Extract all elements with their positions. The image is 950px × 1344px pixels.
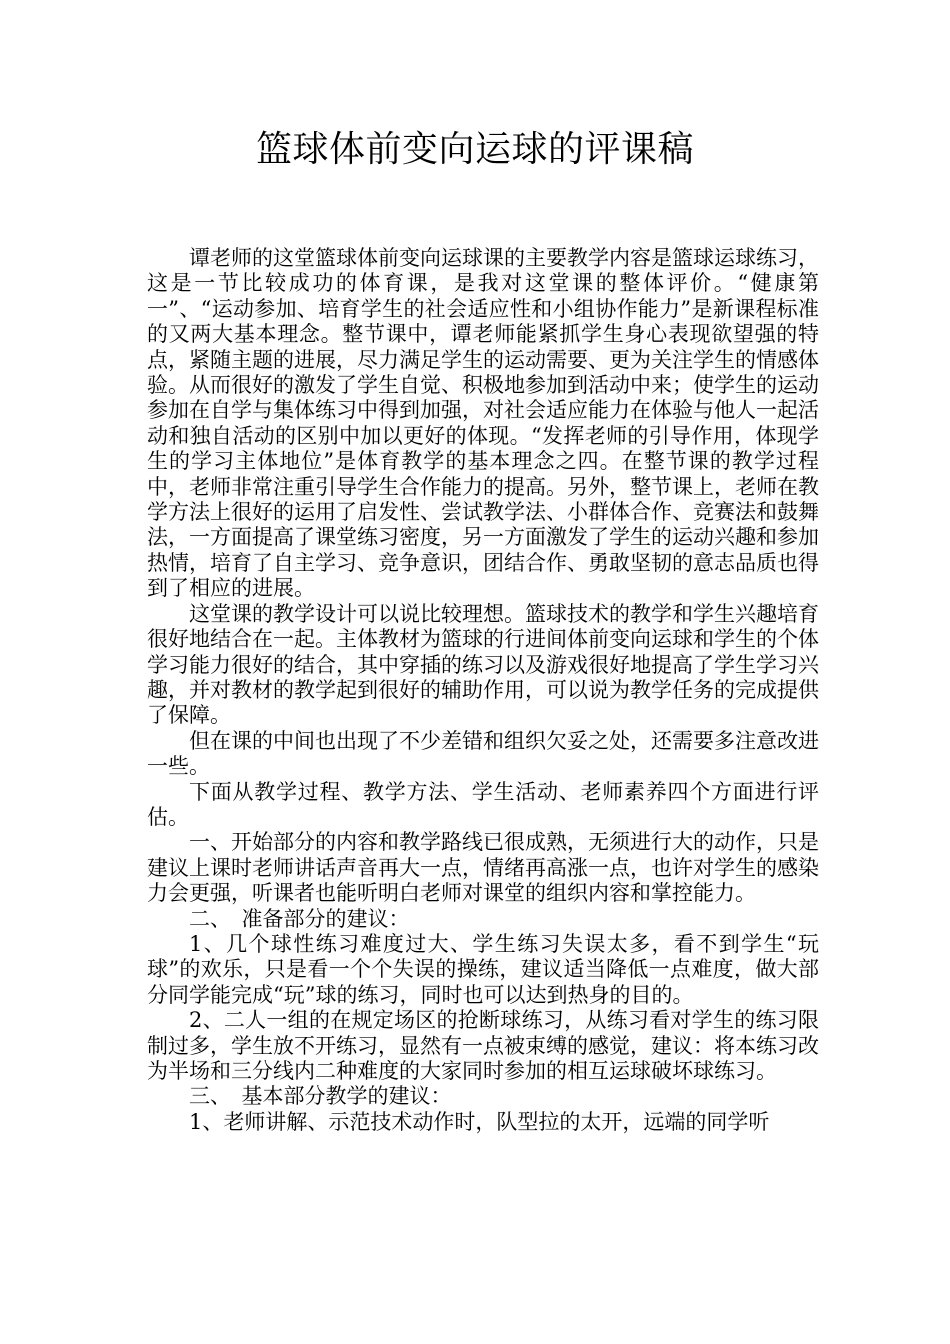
paragraph-evaluation-aspects: 下面从教学过程、教学方法、学生活动、老师素养四个方面进行评估。 bbox=[147, 779, 819, 829]
document-title: 篮球体前变向运球的评课稿 bbox=[255, 129, 694, 170]
paragraph-section-two-item-1: 1、几个球性练习难度过大、学生练习失误太多，看不到学生“玩球”的欢乐，只是看一个个失误的操练，建议适当降低一点难度，做大部分同学能完成“玩”球的练习，同时也可以达到热身的目的。 bbox=[147, 931, 819, 1007]
paragraph-design: 这堂课的教学设计可以说比较理想。篮球技术的教学和学生兴趣培育很好地结合在一起。主体教材为篮球的行进间体前变向运球和学生的个体学习能力很好的结合，其中穿插的练习以及游戏很好地提高了学生学习兴趣，并对教材的教学起到很好的辅助作用，可以说为教学任务的完成提供了保障。 bbox=[147, 601, 819, 728]
paragraph-shortcomings: 但在课的中间也出现了不少差错和组织欠妥之处，还需要多注意改进一些。 bbox=[147, 728, 819, 779]
paragraph-section-two-heading: 二、 准备部分的建议： bbox=[189, 906, 410, 931]
paragraph-overview: 谭老师的这堂篮球体前变向运球课的主要教学内容是篮球运球练习，这是一节比较成功的体育课，是我对这堂课的整体评价。“健康第一”、“运动参加、培育学生的社会适应性和小组协作能力”是新课程标准的又两大基本理念。整节课中，谭老师能紧抓学生身心表现欲望强的特点，紧随主题的进展，尽力满足学生的运动需要、更为关注学生的情感体验。从而很好的激发了学生自觉、积极地参加到活动中来；使学生的运动参加在自学与集体练习中得到加强，对社会适应能力在体验与他人一起活动和独自活动的区别中加以更好的体现。“发挥老师的引导作用，体现学生的学习主体地位”是体育教学的基本理念之四。在整节课的教学过程中，老师非常注重引导学生合作能力的提高。另外，整节课上，老师在教学方法上很好的运用了启发性、尝试教学法、小群体合作、竞赛法和鼓舞法，一方面提高了课堂练习密度，另一方面激发了学生的运动兴趣和参加热情，培育了自主学习、竞争意识，团结合作、勇敢坚韧的意志品质也得到了相应的进展。 bbox=[147, 246, 819, 601]
paragraph-section-three-heading: 三、 基本部分教学的建议： bbox=[189, 1084, 452, 1109]
document-body bbox=[147, 246, 819, 1135]
paragraph-section-one: 一、开始部分的内容和教学路线已很成熟，无须进行大的动作，只是建议上课时老师讲话声音再大一点，情绪再高涨一点，也许对学生的感染力会更强，听课者也能听明白老师对课堂的组织内容和掌控能力。 bbox=[147, 830, 819, 906]
paragraph-section-two-item-2: 2、二人一组的在规定场区的抢断球练习，从练习看对学生的练习限制过多，学生放不开练习，显然有一点被束缚的感觉，建议：将本练习改为半场和三分线内二种难度的大家同时参加的相互运球破坏球练习。 bbox=[147, 1008, 819, 1083]
paragraph-section-three-item-1: 1、老师讲解、示范技术动作时，队型拉的太开，远端的同学听 bbox=[189, 1109, 770, 1134]
